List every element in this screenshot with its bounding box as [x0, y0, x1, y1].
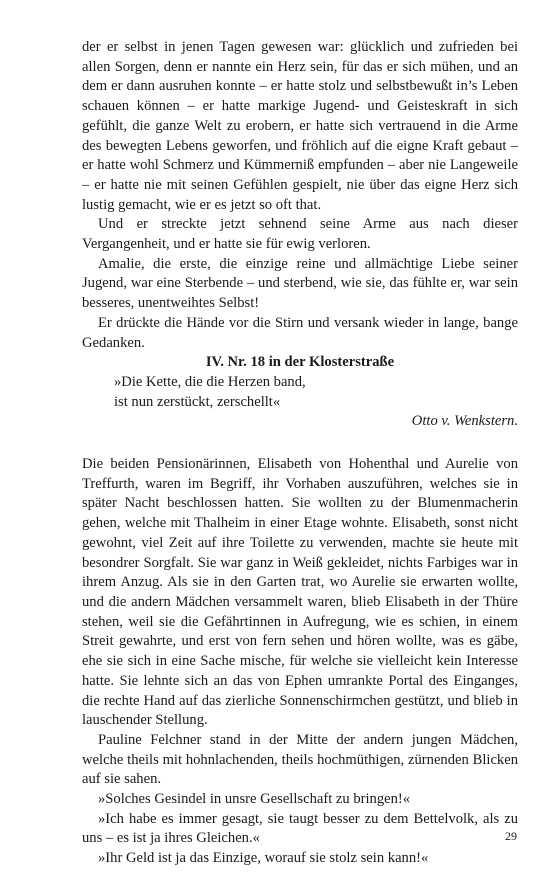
epigraph-author: Otto v. Wenkstern.: [411, 413, 518, 430]
page-number: 29: [505, 829, 517, 843]
paragraph: Die beiden Pensionärinnen, Elisabeth von Hohenthal und Aurelie von Treffurth, waren im Begriff, ihr Vorhaben auszuführen, welches sie in später Nacht beschlossen hatten. Sie wollten zu der Blumenmacherin gehen, welche mit Thalheim in einer Etage wohnte. Elisabeth, sonst nicht gewohnt, viel Zeit auf ihre Toilette zu verwenden, machte sie heute mit besondrer Sorgfalt. Sie war ganz in Weiß gekleidet, nichts Farbiges war in ihrem Anzug. Als sie in den Garten trat, wo Aurelie sie erwarten wollte, und die andern Mädchen versammelt waren, blieb Elisabeth in der Thüre stehen, weil sie die Gefährtinnen in Aufregung, wie es schien, in einem Streit gewahrte, und erst von fern sehen und hören wollte, was es gäbe, ehe sie sich in eine Sache mische, für welche sie vielleicht kein Interesse hatte. Sie lehnte sich an das von Ephen umrankte Portal des Einganges, die rechte Hand auf das zierliche Sonnenschirmchen gestützt, und blieb in lauschender Stellung.: [82, 456, 518, 729]
paragraph: Und er streckte jetzt sehnend seine Arme aus nach dieser Vergangenheit, und er hatte sie für ewig verloren.: [82, 216, 518, 253]
paragraph-continuation: der er selbst in jenen Tagen gewesen war: glücklich und zufrieden bei allen Sorgen, denn er nannte ein Herz sein, für das er sich mühen, und an dem er dann ausruhen konnte – er hatte stolz und selbstbewußt in’s Leben schauen können – er hatte markige Jugend- und Geisteskraft in sich gefühlt, die ganze Welt zu erobern, er hatte sich vertrauend in die Arme des bewegten Lebens geworfen, und fröhlich auf die eigne Kraft gebaut – er hatte wohl Schmerz und Kümmerniß empfunden – aber nie Langeweile – er hatte nie mit seinen Gefühlen gespielt, nie über das eigne Herz sich lustig gemacht, wie er es jetzt so oft that.: [82, 39, 518, 213]
book-page: [82, 38, 518, 869]
paragraph: Er drückte die Hände vor die Stirn und versank wieder in lange, bange Gedanken.: [82, 314, 518, 351]
paragraph: Amalie, die erste, die einzige reine und allmächtige Liebe seiner Jugend, war eine Sterbende – und sterbend, wie sie, das fühlte er, war sein besseres, unentweihtes Selbst!: [82, 255, 518, 312]
epigraph-line: ist nun zerstückt, zerschellt«: [114, 393, 281, 410]
dialogue-line: »Solches Gesindel in unsre Gesellschaft zu bringen!«: [98, 791, 411, 808]
paragraph: Pauline Felchner stand in der Mitte der andern jungen Mädchen, welche theils mit hohnlachenden, theils hochmüthigen, zürnenden Blicken auf sie sahen.: [82, 731, 518, 788]
dialogue-line: »Ihr Geld ist ja das Einzige, worauf sie stolz sein kann!«: [98, 850, 429, 867]
dialogue-line: »Ich habe es immer gesagt, sie taugt besser zu dem Bettelvolk, als zu uns – es ist ja ihres Gleichen.«: [82, 810, 518, 847]
epigraph-line: »Die Kette, die die Herzen band,: [114, 373, 306, 390]
epigraph: [114, 373, 518, 432]
chapter-heading: IV. Nr. 18 in der Klosterstraße: [205, 354, 395, 371]
